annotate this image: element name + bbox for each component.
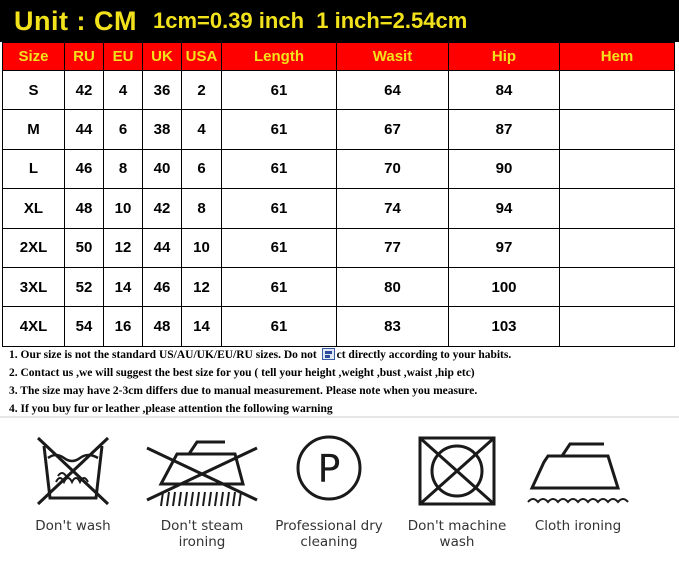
table-cell: 44	[65, 110, 104, 149]
table-cell: 50	[65, 228, 104, 267]
care-label-line2: ironing	[178, 534, 226, 550]
no-wash-icon	[18, 428, 128, 512]
table-row	[3, 267, 675, 306]
unit-label: Unit : CM	[14, 5, 137, 36]
table-cell: S	[3, 71, 65, 110]
care-item-no-wash	[8, 428, 138, 534]
note-3: 3. The size may have 2-3cm differs due to manual measurement. Please note when you measure.	[9, 385, 478, 397]
table-cell: 40	[143, 149, 182, 188]
table-cell: 46	[65, 149, 104, 188]
table-cell	[560, 307, 675, 346]
section-divider	[0, 416, 679, 418]
table-cell: 103	[449, 307, 560, 346]
table-cell: 83	[337, 307, 449, 346]
table-row	[3, 189, 675, 228]
note-1-text-a: 1. Our size is not the standard US/AU/UK/EU/RU sizes. Do not	[9, 349, 320, 361]
table-cell: 10	[182, 228, 222, 267]
table-cell: 12	[182, 267, 222, 306]
table-cell: 70	[337, 149, 449, 188]
overlay-widget-icon	[322, 348, 335, 360]
table-cell: 4	[104, 71, 143, 110]
column-header: USA	[182, 43, 222, 71]
table-row	[3, 110, 675, 149]
table-row	[3, 71, 675, 110]
column-header: Length	[222, 43, 337, 71]
table-cell: 61	[222, 71, 337, 110]
table-cell	[560, 71, 675, 110]
care-label: Don't machine	[407, 518, 507, 534]
column-header: EU	[104, 43, 143, 71]
dry-clean-letter: P	[317, 447, 341, 491]
no-steam-ironing-icon	[139, 428, 265, 512]
table-cell: 61	[222, 189, 337, 228]
table-cell: 38	[143, 110, 182, 149]
table-cell: 61	[222, 307, 337, 346]
table-cell: 100	[449, 267, 560, 306]
cloth-ironing-icon	[518, 428, 638, 512]
table-cell	[560, 228, 675, 267]
care-label: Professional dry	[275, 518, 383, 534]
table-cell: 61	[222, 267, 337, 306]
table-cell: 4XL	[3, 307, 65, 346]
table-cell: 44	[143, 228, 182, 267]
table-cell: 16	[104, 307, 143, 346]
table-cell: 3XL	[3, 267, 65, 306]
care-label-line2: cleaning	[300, 534, 358, 550]
table-row	[3, 149, 675, 188]
table-cell	[560, 267, 675, 306]
table-cell: 46	[143, 267, 182, 306]
table-cell: 61	[222, 228, 337, 267]
table-cell: 6	[182, 149, 222, 188]
care-item-no-steam	[137, 428, 267, 550]
column-header: Hip	[449, 43, 560, 71]
note-2: 2. Contact us ,we will suggest the best size for you ( tell your height ,weight ,bust ,waist ,hip etc)	[9, 367, 475, 379]
column-header: UK	[143, 43, 182, 71]
table-cell: 8	[104, 149, 143, 188]
table-header-row	[3, 43, 675, 71]
care-label: Don't wash	[35, 518, 111, 534]
table-cell: XL	[3, 189, 65, 228]
column-header: Wasit	[337, 43, 449, 71]
table-cell: 94	[449, 189, 560, 228]
table-cell: 64	[337, 71, 449, 110]
table-cell: 42	[143, 189, 182, 228]
table-cell: 67	[337, 110, 449, 149]
table-row	[3, 228, 675, 267]
table-cell: 12	[104, 228, 143, 267]
table-row	[3, 307, 675, 346]
table-cell: 2	[182, 71, 222, 110]
table-cell	[560, 189, 675, 228]
note-1	[9, 346, 669, 364]
table-cell: 48	[143, 307, 182, 346]
table-cell: 54	[65, 307, 104, 346]
table-cell: 48	[65, 189, 104, 228]
care-item-no-machine-wash	[392, 428, 522, 550]
table-cell	[560, 110, 675, 149]
professional-dry-cleaning-icon	[274, 428, 384, 512]
table-cell: 36	[143, 71, 182, 110]
note-4: 4. If you buy fur or leather ,please attention the following warning	[9, 403, 333, 415]
column-header: Size	[3, 43, 65, 71]
column-header: RU	[65, 43, 104, 71]
care-label: Don't steam	[160, 518, 244, 534]
notes-section	[9, 346, 669, 418]
table-cell: 97	[449, 228, 560, 267]
table-cell	[560, 149, 675, 188]
table-cell: 4	[182, 110, 222, 149]
table-cell: 61	[222, 149, 337, 188]
column-header: Hem	[560, 43, 675, 71]
table-cell: 80	[337, 267, 449, 306]
table-cell: 87	[449, 110, 560, 149]
care-item-cloth-ironing	[513, 428, 643, 534]
care-label: Cloth ironing	[534, 518, 622, 534]
table-cell: 90	[449, 149, 560, 188]
table-cell: 61	[222, 110, 337, 149]
care-label-line2: wash	[439, 534, 475, 550]
size-chart-table	[2, 42, 675, 347]
table-cell: 52	[65, 267, 104, 306]
table-cell: 10	[104, 189, 143, 228]
care-item-dry-clean	[264, 428, 394, 550]
table-cell: L	[3, 149, 65, 188]
table-cell: 77	[337, 228, 449, 267]
table-cell: 14	[104, 267, 143, 306]
table-cell: 84	[449, 71, 560, 110]
table-cell: M	[3, 110, 65, 149]
table-cell: 2XL	[3, 228, 65, 267]
header-banner	[0, 0, 679, 42]
note-1-text-b: ct directly according to your habits.	[336, 349, 512, 361]
no-machine-wash-icon	[402, 428, 512, 512]
table-cell: 42	[65, 71, 104, 110]
table-cell: 14	[182, 307, 222, 346]
conversion-text: 1cm=0.39 inch 1 inch=2.54cm	[152, 8, 468, 33]
table-cell: 8	[182, 189, 222, 228]
table-cell: 74	[337, 189, 449, 228]
table-cell: 6	[104, 110, 143, 149]
